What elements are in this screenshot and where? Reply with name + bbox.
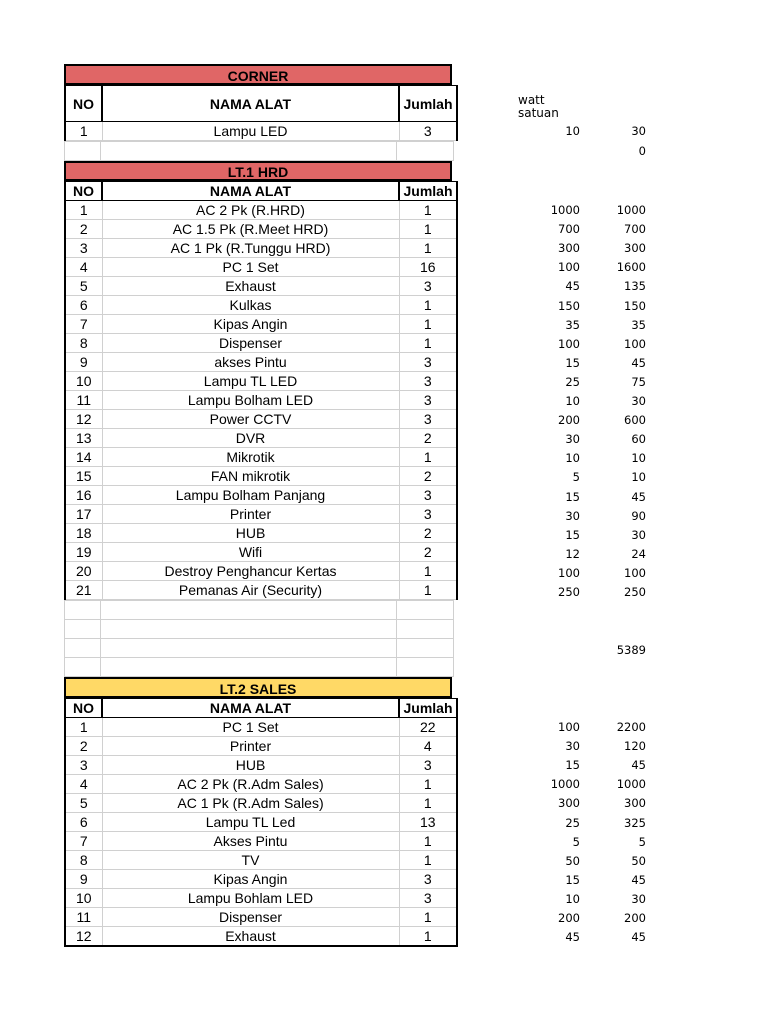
row-no: 11 [65,391,102,410]
row-total: 200 [624,911,646,925]
row-no: 1 [65,201,102,220]
row-no: 5 [65,277,102,296]
row-no: 8 [65,851,102,870]
row-watt: 10 [565,124,580,138]
table-row [65,315,457,334]
row-qty: 3 [399,122,457,141]
row-no: 2 [65,220,102,239]
row-name: Lampu Bolham Panjang [102,486,399,505]
row-watt: 15 [565,355,580,370]
row-name: AC 1 Pk (R.Adm Sales) [102,794,399,813]
header-qty: Jumlah [399,182,457,201]
row-watt: 100 [558,260,580,275]
table-row [65,794,457,813]
row-no: 11 [65,908,102,927]
row-total: 300 [624,796,646,811]
table-row [65,562,457,581]
row-qty: 1 [399,334,457,353]
row-no: 1 [65,122,102,141]
row-no: 5 [65,794,102,813]
header-no: NO [65,182,102,201]
row-no: 18 [65,524,102,543]
row-no: 10 [65,889,102,908]
row-name: Exhaust [102,277,399,296]
row-name: Printer [102,737,399,756]
row-no: 16 [65,486,102,505]
row-no: 19 [65,543,102,562]
row-no: 7 [65,315,102,334]
row-total: 50 [631,853,646,868]
row-watt: 300 [558,796,580,811]
table-row [65,486,457,505]
row-watt: 15 [565,758,580,773]
row-watt: 1000 [550,777,580,792]
row-no: 3 [65,756,102,775]
row-no: 17 [65,505,102,524]
row-name: Kulkas [102,296,399,315]
row-watt: 700 [558,222,580,237]
row-name: Dispenser [102,334,399,353]
row-no: 12 [65,927,102,947]
row-name: AC 1.5 Pk (R.Meet HRD) [102,220,399,239]
row-watt: 50 [565,853,580,868]
row-total: 45 [631,489,646,504]
row-total: 1000 [616,777,646,792]
row-no: 21 [65,581,102,600]
table-row [65,448,457,467]
row-watt: 5 [572,834,580,849]
row-qty: 1 [399,239,457,258]
row-name: Destroy Penghancur Kertas [102,562,399,581]
row-total: 135 [624,279,646,294]
row-total: 120 [624,739,646,754]
row-total: 300 [624,241,646,256]
section-title-lt2: LT.2 SALES [64,677,452,698]
row-qty: 2 [399,467,457,486]
table-row [65,296,457,315]
row-watt: 250 [558,585,580,599]
row-qty: 1 [399,851,457,870]
row-watt: 15 [565,527,580,542]
row-name: TV [102,851,399,870]
row-name: Lampu TL LED [102,372,399,391]
row-name: Lampu Bohlam LED [102,889,399,908]
row-total: 100 [624,565,646,580]
row-no: 13 [65,429,102,448]
header-no: NO [65,699,102,718]
row-qty: 1 [399,581,457,600]
header-name: NAMA ALAT [102,86,399,122]
row-no: 6 [65,296,102,315]
watt-label: watt [518,93,545,107]
row-watt: 15 [565,489,580,504]
lt1-spacer [64,600,454,677]
row-name: AC 1 Pk (R.Tunggu HRD) [102,239,399,258]
row-watt: 100 [558,565,580,580]
row-no: 3 [65,239,102,258]
header-name: NAMA ALAT [102,182,399,201]
row-qty: 1 [399,832,457,851]
row-no: 4 [65,775,102,794]
row-total: 30 [631,124,646,138]
row-name: Mikrotik [102,448,399,467]
table-row [65,220,457,239]
row-no: 10 [65,372,102,391]
table-row [65,353,457,372]
row-watt: 1000 [550,203,580,217]
row-total: 45 [631,872,646,887]
row-qty: 1 [399,775,457,794]
table-row [65,870,457,889]
row-qty: 16 [399,258,457,277]
row-total: 30 [631,527,646,542]
row-qty: 3 [399,505,457,524]
table-row [65,334,457,353]
row-watt: 5 [572,470,580,485]
row-total: 45 [631,355,646,370]
row-total: 90 [631,508,646,523]
row-watt: 10 [565,394,580,408]
row-total: 30 [631,891,646,906]
table-row [65,718,457,737]
row-watt: 15 [565,872,580,887]
table-row [65,927,457,947]
table-row [65,737,457,756]
table-row [65,813,457,832]
table-row [65,201,457,220]
row-watt: 30 [565,739,580,754]
row-name: Lampu Bolham LED [102,391,399,410]
row-no: 8 [65,334,102,353]
row-no: 9 [65,870,102,889]
row-name: Pemanas Air (Security) [102,581,399,600]
row-watt: 12 [565,546,580,561]
row-qty: 1 [399,220,457,239]
row-qty: 22 [399,718,457,737]
row-total: 1600 [616,260,646,275]
row-qty: 3 [399,889,457,908]
row-no: 20 [65,562,102,581]
row-watt: 100 [558,336,580,351]
table-row [65,429,457,448]
table-row [65,543,457,562]
lt2-table [64,698,458,947]
row-watt: 150 [558,298,580,313]
header-name: NAMA ALAT [102,699,399,718]
row-total: 700 [624,222,646,237]
table-row [65,258,457,277]
row-qty: 3 [399,756,457,775]
row-qty: 2 [399,543,457,562]
spreadsheet [64,64,452,947]
row-total: 250 [624,585,646,599]
row-name: Kipas Angin [102,870,399,889]
row-watt: 45 [565,279,580,294]
row-name: akses Pintu [102,353,399,372]
row-name: Dispenser [102,908,399,927]
row-no: 14 [65,448,102,467]
row-qty: 3 [399,391,457,410]
row-no: 9 [65,353,102,372]
row-qty: 1 [399,201,457,220]
table-row [65,524,457,543]
row-name: Lampu TL Led [102,813,399,832]
corner-extra-total: 0 [638,144,646,158]
row-name: AC 2 Pk (R.HRD) [102,201,399,220]
row-watt: 35 [565,317,580,332]
row-qty: 4 [399,737,457,756]
row-name: PC 1 Set [102,258,399,277]
table-row [65,505,457,524]
row-name: HUB [102,756,399,775]
table-row [65,851,457,870]
row-name: Kipas Angin [102,315,399,334]
row-total: 1000 [616,203,646,217]
row-no: 1 [65,718,102,737]
table-row [65,756,457,775]
row-watt: 30 [565,432,580,447]
header-qty: Jumlah [399,86,457,122]
row-total: 45 [631,930,646,945]
row-name: HUB [102,524,399,543]
table-row [65,775,457,794]
section-title-lt1: LT.1 HRD [64,161,452,181]
table-row [65,410,457,429]
table-row [65,889,457,908]
row-watt: 300 [558,241,580,256]
row-qty: 3 [399,486,457,505]
row-total: 600 [624,413,646,428]
row-qty: 1 [399,315,457,334]
row-watt: 25 [565,815,580,830]
row-total: 24 [631,546,646,561]
table-row [65,908,457,927]
row-name: Lampu LED [102,122,399,141]
lt1-grand-total: 5389 [616,643,646,657]
section-title-corner: CORNER [64,64,452,85]
corner-table [64,85,458,141]
row-qty: 1 [399,908,457,927]
row-watt: 100 [558,720,580,734]
row-watt: 10 [565,451,580,466]
row-no: 4 [65,258,102,277]
row-qty: 1 [399,794,457,813]
table-row [65,581,457,600]
row-watt: 25 [565,374,580,389]
row-qty: 2 [399,429,457,448]
header-no: NO [65,86,102,122]
row-total: 100 [624,336,646,351]
row-total: 75 [631,374,646,389]
row-total: 35 [631,317,646,332]
row-total: 5 [638,834,646,849]
table-row [65,467,457,486]
header-qty: Jumlah [399,699,457,718]
row-no: 12 [65,410,102,429]
row-total: 10 [631,451,646,466]
table-row [65,122,457,141]
row-qty: 2 [399,524,457,543]
row-no: 2 [65,737,102,756]
row-qty: 3 [399,410,457,429]
row-qty: 3 [399,870,457,889]
row-total: 150 [624,298,646,313]
row-watt: 10 [565,891,580,906]
row-qty: 3 [399,277,457,296]
row-watt: 200 [558,911,580,925]
row-qty: 13 [399,813,457,832]
row-total: 45 [631,758,646,773]
row-qty: 3 [399,353,457,372]
row-qty: 1 [399,927,457,947]
row-total: 10 [631,470,646,485]
row-watt: 200 [558,413,580,428]
row-watt: 45 [565,930,580,945]
lt1-table [64,181,458,600]
row-qty: 1 [399,562,457,581]
row-name: AC 2 Pk (R.Adm Sales) [102,775,399,794]
row-no: 15 [65,467,102,486]
row-name: PC 1 Set [102,718,399,737]
row-no: 7 [65,832,102,851]
row-total: 2200 [616,720,646,734]
row-name: Exhaust [102,927,399,947]
row-watt: 30 [565,508,580,523]
satuan-label: satuan [518,106,559,120]
table-row [65,832,457,851]
row-qty: 1 [399,296,457,315]
row-name: Printer [102,505,399,524]
table-row [65,372,457,391]
row-no: 6 [65,813,102,832]
row-total: 325 [624,815,646,830]
table-row [65,239,457,258]
row-total: 60 [631,432,646,447]
row-name: Akses Pintu [102,832,399,851]
row-name: FAN mikrotik [102,467,399,486]
corner-spacer [64,141,454,161]
row-qty: 1 [399,448,457,467]
table-row [65,391,457,410]
row-qty: 3 [399,372,457,391]
row-name: DVR [102,429,399,448]
row-name: Wifi [102,543,399,562]
table-row [65,277,457,296]
row-name: Power CCTV [102,410,399,429]
row-total: 30 [631,394,646,408]
